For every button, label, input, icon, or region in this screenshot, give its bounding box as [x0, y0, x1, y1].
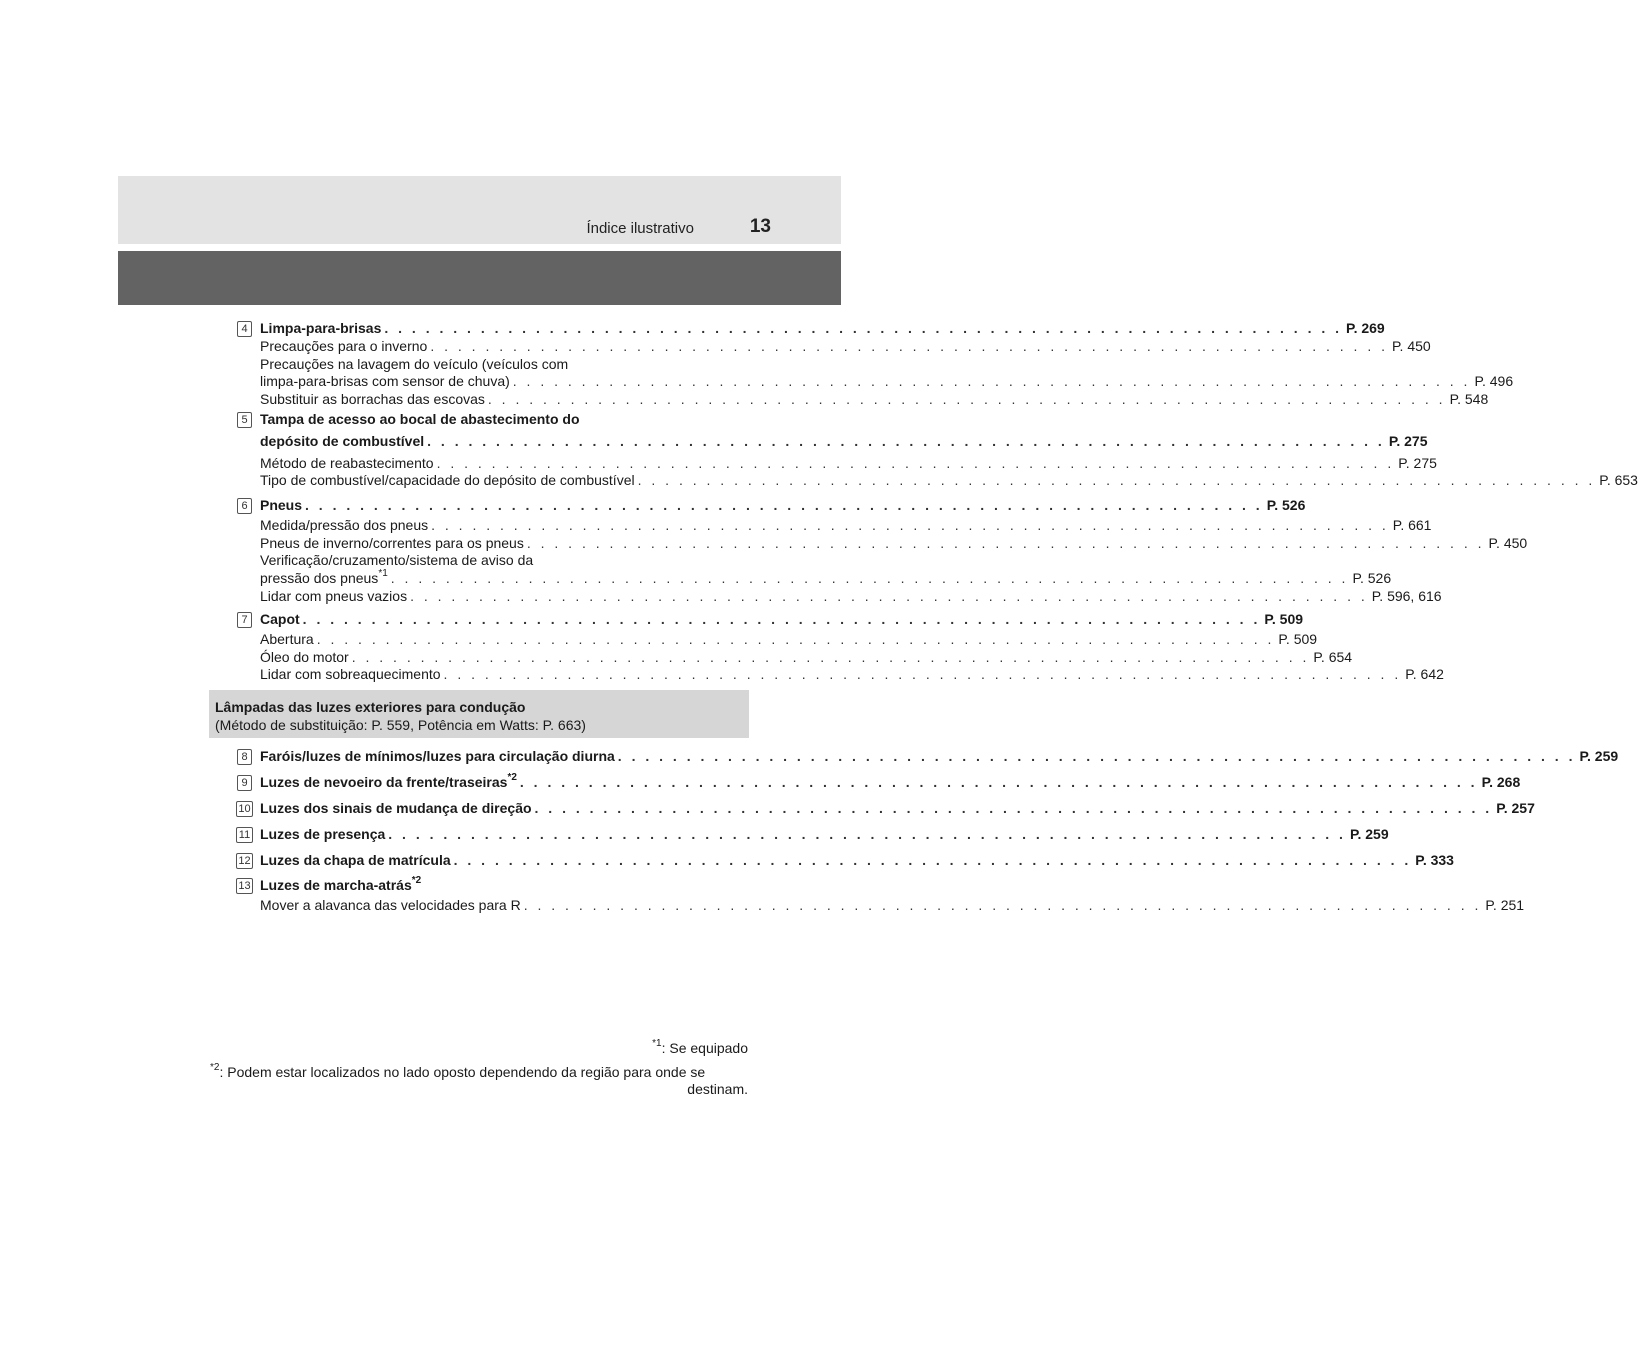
header-band	[118, 251, 841, 305]
sub-entry	[260, 454, 1437, 473]
leader-dots: . . . . . . . . . . . . . . . . . . . . . . . . . . . . . . . . . . . . . . . . . . . . . . . . . . . . . . . . . . . . . . . . . . . . . .	[453, 852, 1412, 868]
entry-heading	[260, 772, 1521, 792]
entry-heading-text: Luzes de marcha-atrás$^{*2}$	[260, 875, 422, 893]
leader-dots: . . . . . . . . . . . . . . . . . . . . . . . . . . . . . . . . . . . . . . . . . . . . . . . . . . . . . . . . . . . . . . . . . . . . . .	[388, 826, 1346, 842]
item-number-badge: 8	[237, 749, 252, 765]
page-ref[interactable]: P. 596, 616	[1371, 587, 1442, 604]
leader-dots: . . . . . . . . . . . . . . . . . . . . . . . . . . . . . . . . . . . . . . . . . . . . . . . . . . . . . . . . . . . . . . . . . . . . . .	[410, 587, 1368, 604]
sub-entry	[260, 568, 1392, 588]
leader-dots: . . . . . . . . . . . . . . . . . . . . . . . . . . . . . . . . . . . . . . . . . . . . . . . . . . . . . . . . . . . . . . . . . . . . . .	[431, 516, 1389, 533]
page-ref[interactable]: P. 661	[1392, 516, 1432, 533]
entry-heading-text: Luzes dos sinais de mudança de direção	[260, 800, 535, 817]
index-entry-wiper	[260, 320, 1514, 409]
page-ref[interactable]: P. 333	[1415, 852, 1454, 868]
entry-heading-text: Tampa de acesso ao bocal de abastecimento do	[260, 411, 580, 427]
entry-heading-text: Luzes de nevoeiro da frente/traseiras$^{*2}$	[260, 774, 520, 791]
index-entry-fog-lights	[260, 772, 1521, 792]
leader-dots: . . . . . . . . . . . . . . . . . . . . . . . . . . . . . . . . . . . . . . . . . . . . . . . . . . . . . . . . . . . . . . . . . . . . . .	[534, 800, 1493, 816]
page-ref[interactable]: P. 496	[1474, 373, 1514, 390]
page-ref[interactable]: P. 509	[1278, 630, 1318, 647]
leader-dots: . . . . . . . . . . . . . . . . . . . . . . . . . . . . . . . . . . . . . . . . . . . . . . . . . . . . . . . . . . . . . . . . . . . . . .	[637, 472, 1596, 489]
sub-entry	[260, 648, 1353, 667]
footnote-ref: 1	[382, 568, 388, 580]
page-ref[interactable]: P. 450	[1392, 337, 1431, 354]
leader-dots: . . . . . . . . . . . . . . . . . . . . . . . . . . . . . . . . . . . . . . . . . . . . . . . . . . . . . . . . . . . . . . . . . . . . . .	[305, 497, 1263, 513]
leader-dots: . . . . . . . . . . . . . . . . . . . . . . . . . . . . . . . . . . . . . . . . . . . . . . . . . . . . . . . . . . . . . . . . . . . . . .	[443, 666, 1402, 683]
entry-heading-text: depósito de combustível	[260, 433, 427, 450]
leader-dots: . . . . . . . . . . . . . . . . . . . . . . . . . . . . . . . . . . . . . . . . . . . . . . . . . . . . . . . . . . . . . . . . . . . . . .	[526, 534, 1485, 551]
index-entry-fuel-door	[260, 411, 1638, 490]
leader-dots: . . . . . . . . . . . . . . . . . . . . . . . . . . . . . . . . . . . . . . . . . . . . . . . . . . . . . . . . . . . . . . . . . . . . . .	[523, 896, 1482, 913]
page-ref[interactable]: P. 509	[1264, 611, 1304, 627]
sub-entry-text: Método de reabastecimento	[260, 455, 437, 472]
footnote-ref: 2	[415, 875, 422, 886]
page-ref[interactable]: P. 275	[1388, 432, 1428, 449]
leader-dots: . . . . . . . . . . . . . . . . . . . . . . . . . . . . . . . . . . . . . . . . . . . . . . . . . . . . . . . . . . . . . . . . . . . . . .	[427, 432, 1385, 449]
leader-dots: . . . . . . . . . . . . . . . . . . . . . . . . . . . . . . . . . . . . . . . . . . . . . . . . . . . . . . . . . . . . . . . . . . . . . .	[430, 337, 1388, 354]
page-ref[interactable]: P. 268	[1481, 774, 1521, 790]
page-ref[interactable]: P. 259	[1349, 826, 1389, 842]
leader-dots: . . . . . . . . . . . . . . . . . . . . . . . . . . . . . . . . . . . . . . . . . . . . . . . . . . . . . . . . . . . . . . . . . . . . . .	[436, 454, 1395, 471]
sub-entry-text: Pneus de inverno/correntes para os pneus	[260, 535, 527, 552]
leader-dots: . . . . . . . . . . . . . . . . . . . . . . . . . . . . . . . . . . . . . . . . . . . . . . . . . . . . . . . . . . . . . . . . . . . . . .	[302, 611, 1261, 627]
footnote-2: $^{*2}$: Podem estar localizados no lado oposto dependendo da região para onde se destinam.	[210, 1062, 748, 1097]
item-number-badge: 6	[237, 498, 252, 514]
entry-heading	[260, 852, 1454, 870]
page-ref[interactable]: P. 275	[1398, 454, 1437, 471]
page-ref[interactable]: P. 269	[1346, 320, 1385, 336]
entry-heading-text: Limpa-para-brisas	[260, 320, 384, 337]
leader-dots: . . . . . . . . . . . . . . . . . . . . . . . . . . . . . . . . . . . . . . . . . . . . . . . . . . . . . . . . . . . . . . . . . . . . . .	[512, 373, 1471, 390]
index-entry-plate-lights	[260, 852, 1454, 870]
index-entry-headlights	[260, 748, 1619, 766]
footnote-ref: 2	[511, 772, 517, 783]
sub-entry-text: pressão dos pneus$^{*1}$	[260, 570, 391, 587]
sub-entry-text: Lidar com pneus vazios	[260, 588, 410, 605]
sub-entry-text: Tipo de combustível/capacidade do depósito de combustível	[260, 472, 638, 489]
sub-entry-text: Óleo do motor	[260, 649, 352, 666]
page-ref[interactable]: P. 450	[1488, 534, 1528, 551]
entry-heading	[260, 800, 1535, 818]
index-entry-parking-lights	[260, 826, 1389, 844]
sub-entry	[260, 472, 1638, 490]
item-number-badge: 7	[237, 612, 252, 628]
leader-dots: . . . . . . . . . . . . . . . . . . . . . . . . . . . . . . . . . . . . . . . . . . . . . . . . . . . . . . . . . . . . . . . . . . . . . .	[351, 648, 1310, 665]
sub-entry-text: Abertura	[260, 631, 317, 648]
entry-heading-text: Faróis/luzes de mínimos/luzes para circulação diurna	[260, 748, 618, 765]
entry-heading	[260, 320, 1385, 338]
footnote-1: $^{*1}$: Se equipado	[652, 1038, 748, 1056]
item-number-badge: 11	[236, 827, 253, 843]
page-ref[interactable]: P. 526	[1352, 570, 1392, 587]
entry-heading	[260, 497, 1306, 515]
sub-entry	[260, 666, 1444, 684]
leader-dots: . . . . . . . . . . . . . . . . . . . . . . . . . . . . . . . . . . . . . . . . . . . . . . . . . . . . . . . . . . . . . . . . . . . . . .	[487, 391, 1446, 408]
sub-entry	[260, 373, 1514, 391]
page-number: 13	[749, 216, 771, 237]
entry-heading-text: Luzes de presença	[260, 826, 388, 843]
section-subheading: (Método de substituição: P. 559, Potência em Watts: P. 663)	[215, 717, 586, 733]
section-heading: Lâmpadas das luzes exteriores para condução	[215, 699, 526, 715]
page-ref[interactable]: P. 526	[1266, 497, 1306, 513]
page-ref[interactable]: P. 251	[1485, 896, 1525, 913]
item-number-badge: 12	[236, 853, 253, 869]
item-number-badge: 10	[236, 801, 253, 817]
page-ref[interactable]: P. 654	[1313, 648, 1353, 665]
page-ref[interactable]: P. 548	[1449, 391, 1489, 408]
leader-dots: . . . . . . . . . . . . . . . . . . . . . . . . . . . . . . . . . . . . . . . . . . . . . . . . . . . . . . . . . . . . . . . . . . . . . .	[617, 748, 1576, 764]
sub-entry-text: limpa-para-brisas com sensor de chuva)	[260, 373, 513, 390]
sub-entry	[260, 896, 1525, 915]
page-ref[interactable]: P. 642	[1405, 666, 1444, 683]
sub-entry-text: Substituir as borrachas das escovas	[260, 391, 488, 408]
page-ref[interactable]: P. 653	[1599, 472, 1638, 489]
leader-dots: . . . . . . . . . . . . . . . . . . . . . . . . . . . . . . . . . . . . . . . . . . . . . . . . . . . . . . . . . . . . . . . . . . . . . .	[316, 630, 1275, 647]
entry-heading-text: Pneus	[260, 497, 305, 514]
sub-entry	[260, 337, 1431, 356]
index-entry-reverse-lights	[260, 875, 1525, 915]
index-entry-tyres	[260, 497, 1528, 606]
sub-entry-text: Medida/pressão dos pneus	[260, 517, 431, 534]
sub-entry	[260, 391, 1489, 409]
item-number-badge: 13	[236, 878, 253, 894]
sub-entry	[260, 587, 1442, 606]
sub-entry	[260, 534, 1528, 553]
lamps-section-header	[209, 690, 749, 738]
item-number-badge: 4	[237, 321, 252, 337]
sub-entry-text: Lidar com sobreaquecimento	[260, 666, 444, 683]
sub-entry-text: Mover a alavanca das velocidades para R	[260, 897, 524, 914]
sub-entry-text: Verificação/cruzamento/sistema de aviso da	[260, 552, 534, 569]
page-ref[interactable]: P. 259	[1579, 748, 1619, 764]
leader-dots: . . . . . . . . . . . . . . . . . . . . . . . . . . . . . . . . . . . . . . . . . . . . . . . . . . . . . . . . . . . . . . . . . . . . . .	[390, 570, 1349, 587]
leader-dots: . . . . . . . . . . . . . . . . . . . . . . . . . . . . . . . . . . . . . . . . . . . . . . . . . . . . . . . . . . . . . . . . . . . . . .	[384, 320, 1343, 336]
index-entry-bonnet	[260, 611, 1444, 684]
sub-entry	[260, 516, 1432, 535]
entry-heading-text: Luzes da chapa de matrícula	[260, 852, 454, 869]
item-number-badge: 5	[237, 412, 252, 428]
sub-entry	[260, 630, 1318, 649]
header-bar	[118, 176, 841, 244]
item-number-badge: 9	[237, 775, 252, 791]
entry-heading	[260, 826, 1389, 844]
sub-entry-text: Precauções para o inverno	[260, 338, 430, 355]
entry-heading	[260, 748, 1619, 766]
section-title: Índice ilustrativo	[586, 220, 694, 237]
index-entry-turn-signals	[260, 800, 1535, 818]
page-ref[interactable]: P. 257	[1496, 800, 1535, 816]
leader-dots: . . . . . . . . . . . . . . . . . . . . . . . . . . . . . . . . . . . . . . . . . . . . . . . . . . . . . . . . . . . . . . . . . . . . . .	[519, 774, 1478, 790]
sub-entry-text: Precauções na lavagem do veículo (veículos com	[260, 355, 569, 372]
entry-heading	[260, 611, 1304, 629]
entry-heading	[260, 432, 1428, 451]
entry-heading-text: Capot	[260, 611, 303, 628]
